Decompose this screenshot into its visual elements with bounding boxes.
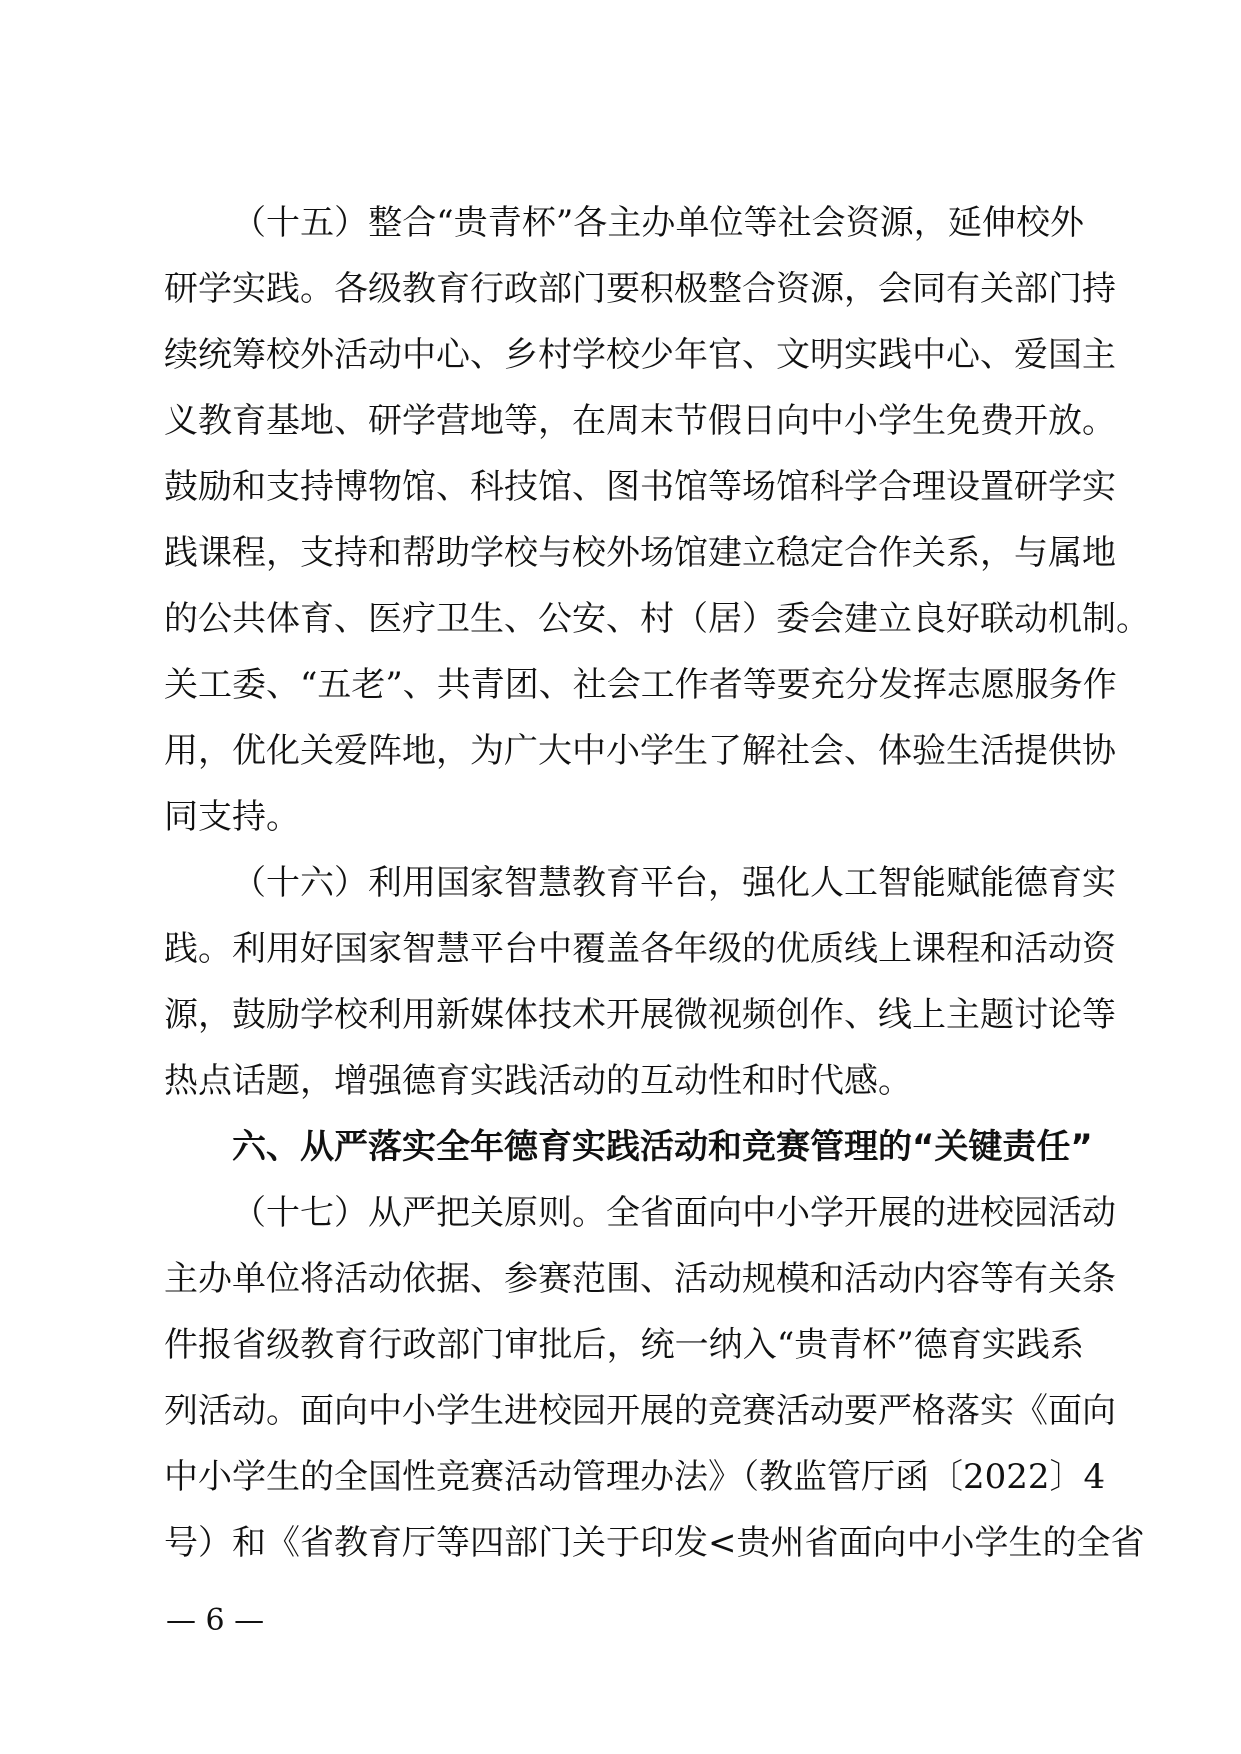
page-number: — 6 — <box>166 1603 265 1638</box>
text-line-20: 中小学生的全国性竞赛活动管理办法》（教监管厅函〔2022〕4 <box>164 1457 1106 1497</box>
text-line-1: （十五）整合“贵青杯”各主办单位等社会资源，延伸校外 <box>232 203 1084 243</box>
text-line-3: 续统筹校外活动中心、乡村学校少年官、文明实践中心、爱国主 <box>164 335 1116 375</box>
text-line-8: 关工委、“五老”、共青团、社会工作者等要充分发挥志愿服务作 <box>164 665 1117 705</box>
text-line-13: 源，鼓励学校利用新媒体技术开展微视频创作、线上主题讨论等 <box>164 995 1116 1035</box>
text-line-9: 用，优化关爱阵地，为广大中小学生了解社会、体验生活提供协 <box>164 731 1116 771</box>
text-line-17: 主办单位将活动依据、参赛范围、活动规模和活动内容等有关条 <box>164 1259 1116 1299</box>
text-line-11: （十六）利用国家智慧教育平台，强化人工智能赋能德育实 <box>232 863 1116 903</box>
text-line-5: 鼓励和支持博物馆、科技馆、图书馆等场馆科学合理设置研学实 <box>164 467 1116 507</box>
text-line-2: 研学实践。各级教育行政部门要积极整合资源，会同有关部门持 <box>164 269 1116 309</box>
text-line-19: 列活动。面向中小学生进校园开展的竞赛活动要严格落实《面向 <box>164 1391 1116 1431</box>
text-line-18: 件报省级教育行政部门审批后，统一纳入“贵青杯”德育实践系 <box>164 1325 1084 1365</box>
text-line-16: （十七）从严把关原则。全省面向中小学开展的进校园活动 <box>232 1193 1116 1233</box>
text-line-6: 践课程，支持和帮助学校与校外场馆建立稳定合作关系，与属地 <box>164 533 1116 573</box>
text-line-7: 的公共体育、医疗卫生、公安、村（居）委会建立良好联动机制。 <box>164 599 1150 639</box>
text-line-10: 同支持。 <box>164 797 300 837</box>
text-line-4: 义教育基地、研学营地等，在周末节假日向中小学生免费开放。 <box>164 401 1116 441</box>
section-heading: 六、从严落实全年德育实践活动和竞赛管理的“关键责任” <box>232 1127 1093 1167</box>
text-line-12: 践。利用好国家智慧平台中覆盖各年级的优质线上课程和活动资 <box>164 929 1116 969</box>
document-body <box>164 190 1150 1576</box>
text-line-21: 号）和《省教育厅等四部门关于印发<贵州省面向中小学生的全省 <box>164 1523 1145 1563</box>
text-line-14: 热点话题，增强德育实践活动的互动性和时代感。 <box>164 1061 912 1101</box>
